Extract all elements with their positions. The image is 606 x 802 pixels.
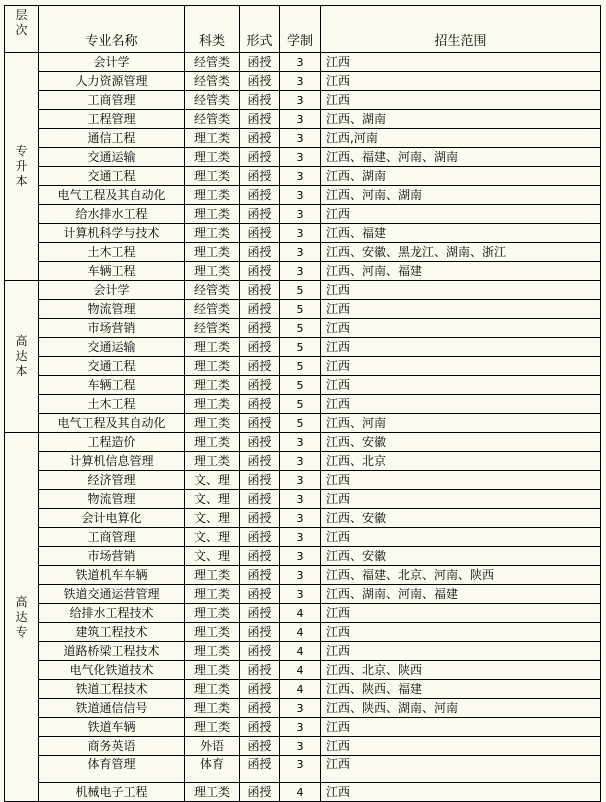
- category-cell: 理工类: [185, 433, 240, 452]
- category-cell: 理工类: [185, 661, 240, 680]
- region-cell: 江西: [321, 783, 601, 802]
- major-name-cell: 交通运输: [39, 338, 185, 357]
- region-cell: 江西、湖南: [321, 167, 601, 186]
- level-label: 专升本: [15, 144, 28, 188]
- table-row: [5, 604, 601, 623]
- region-cell: 江西、福建、北京、河南、陕西: [321, 566, 601, 585]
- level-label: 高达专: [15, 594, 28, 639]
- years-cell: 3: [280, 129, 321, 148]
- table-header-row: [5, 6, 601, 53]
- years-cell: 4: [280, 642, 321, 661]
- header-name: 专业名称: [39, 6, 185, 53]
- level-label: 高达本: [15, 334, 28, 378]
- years-cell: 3: [280, 186, 321, 205]
- form-cell: 函授: [240, 756, 280, 783]
- form-cell: 函授: [240, 642, 280, 661]
- category-cell: 文、理: [185, 528, 240, 547]
- table-row: [5, 338, 601, 357]
- major-name-cell: 铁道通信信号: [39, 699, 185, 718]
- category-cell: 理工类: [185, 186, 240, 205]
- region-cell: 江西、北京: [321, 452, 601, 471]
- table-row: [5, 509, 601, 528]
- table-row: [5, 623, 601, 642]
- region-cell: 江西: [321, 395, 601, 414]
- table-row: [5, 167, 601, 186]
- major-name-cell: 物流管理: [39, 490, 185, 509]
- region-cell: 江西: [321, 490, 601, 509]
- category-cell: 理工类: [185, 680, 240, 699]
- region-cell: 江西: [321, 737, 601, 756]
- years-cell: 5: [280, 376, 321, 395]
- region-cell: 江西: [321, 623, 601, 642]
- form-cell: 函授: [240, 585, 280, 604]
- major-name-cell: 土木工程: [39, 395, 185, 414]
- region-cell: 江西: [321, 376, 601, 395]
- category-cell: 理工类: [185, 642, 240, 661]
- region-cell: 江西、河南: [321, 414, 601, 433]
- category-cell: 理工类: [185, 585, 240, 604]
- table-row: [5, 53, 601, 72]
- category-cell: 理工类: [185, 395, 240, 414]
- form-cell: 函授: [240, 300, 280, 319]
- category-cell: 经管类: [185, 281, 240, 300]
- region-cell: 江西、安徽: [321, 433, 601, 452]
- major-name-cell: 土木工程: [39, 243, 185, 262]
- years-cell: 3: [280, 433, 321, 452]
- years-cell: 3: [280, 243, 321, 262]
- region-cell: 江西: [321, 300, 601, 319]
- major-name-cell: 通信工程: [39, 129, 185, 148]
- years-cell: 5: [280, 414, 321, 433]
- category-cell: 理工类: [185, 262, 240, 281]
- major-name-cell: 计算机信息管理: [39, 452, 185, 471]
- major-name-cell: 体育管理: [39, 756, 185, 783]
- table-row: [5, 129, 601, 148]
- category-cell: 经管类: [185, 91, 240, 110]
- category-cell: 文、理: [185, 509, 240, 528]
- major-name-cell: 铁道车辆: [39, 718, 185, 737]
- form-cell: 函授: [240, 395, 280, 414]
- table-row: [5, 661, 601, 680]
- table-row: [5, 756, 601, 783]
- table-row: [5, 243, 601, 262]
- years-cell: 3: [280, 91, 321, 110]
- years-cell: 3: [280, 205, 321, 224]
- form-cell: 函授: [240, 661, 280, 680]
- form-cell: 函授: [240, 471, 280, 490]
- table-row: [5, 262, 601, 281]
- region-cell: 江西、安徽: [321, 509, 601, 528]
- major-name-cell: 车辆工程: [39, 262, 185, 281]
- category-cell: 理工类: [185, 224, 240, 243]
- form-cell: 函授: [240, 414, 280, 433]
- major-name-cell: 工商管理: [39, 91, 185, 110]
- table-row: [5, 585, 601, 604]
- table-row: [5, 718, 601, 737]
- form-cell: 函授: [240, 338, 280, 357]
- form-cell: 函授: [240, 509, 280, 528]
- form-cell: 函授: [240, 566, 280, 585]
- region-cell: 江西、福建: [321, 224, 601, 243]
- major-name-cell: 会计学: [39, 53, 185, 72]
- major-name-cell: 机械电子工程: [39, 783, 185, 802]
- major-name-cell: 车辆工程: [39, 376, 185, 395]
- table-row: [5, 186, 601, 205]
- category-cell: 文、理: [185, 490, 240, 509]
- major-name-cell: 交通工程: [39, 167, 185, 186]
- major-name-cell: 工程管理: [39, 110, 185, 129]
- table-row: [5, 148, 601, 167]
- years-cell: 3: [280, 167, 321, 186]
- major-name-cell: 道路桥梁工程技术: [39, 642, 185, 661]
- region-cell: 江西: [321, 604, 601, 623]
- table-body: [5, 53, 601, 802]
- region-cell: 江西: [321, 205, 601, 224]
- table-row: [5, 395, 601, 414]
- years-cell: 4: [280, 604, 321, 623]
- category-cell: 理工类: [185, 566, 240, 585]
- header-form: 形式: [240, 6, 280, 53]
- years-cell: 5: [280, 338, 321, 357]
- table-row: [5, 528, 601, 547]
- years-cell: 3: [280, 72, 321, 91]
- table-row: [5, 547, 601, 566]
- form-cell: 函授: [240, 699, 280, 718]
- years-cell: 3: [280, 585, 321, 604]
- region-cell: 江西: [321, 53, 601, 72]
- form-cell: 函授: [240, 53, 280, 72]
- major-name-cell: 铁道工程技术: [39, 680, 185, 699]
- category-cell: 理工类: [185, 623, 240, 642]
- category-cell: 理工类: [185, 167, 240, 186]
- years-cell: 3: [280, 224, 321, 243]
- table-row: [5, 642, 601, 661]
- table-row: [5, 433, 601, 452]
- years-cell: 3: [280, 53, 321, 72]
- table-row: [5, 357, 601, 376]
- category-cell: 理工类: [185, 148, 240, 167]
- years-cell: 3: [280, 148, 321, 167]
- level-cell: [5, 53, 39, 281]
- region-cell: 江西、湖南、河南、福建: [321, 585, 601, 604]
- table-row: [5, 72, 601, 91]
- form-cell: 函授: [240, 623, 280, 642]
- form-cell: 函授: [240, 281, 280, 300]
- form-cell: 函授: [240, 72, 280, 91]
- table-row: [5, 471, 601, 490]
- category-cell: 理工类: [185, 452, 240, 471]
- category-cell: 经管类: [185, 110, 240, 129]
- form-cell: 函授: [240, 433, 280, 452]
- region-cell: 江西: [321, 357, 601, 376]
- major-name-cell: 交通工程: [39, 357, 185, 376]
- major-name-cell: 建筑工程技术: [39, 623, 185, 642]
- years-cell: 3: [280, 262, 321, 281]
- table-row: [5, 205, 601, 224]
- category-cell: 经管类: [185, 53, 240, 72]
- years-cell: 4: [280, 661, 321, 680]
- region-cell: 江西: [321, 471, 601, 490]
- major-name-cell: 会计学: [39, 281, 185, 300]
- form-cell: 函授: [240, 148, 280, 167]
- years-cell: 3: [280, 490, 321, 509]
- region-cell: 江西: [321, 91, 601, 110]
- major-name-cell: 交通运输: [39, 148, 185, 167]
- region-cell: 江西: [321, 319, 601, 338]
- form-cell: 函授: [240, 718, 280, 737]
- years-cell: 3: [280, 737, 321, 756]
- years-cell: 5: [280, 300, 321, 319]
- years-cell: 3: [280, 699, 321, 718]
- major-name-cell: 给水排水工程: [39, 205, 185, 224]
- form-cell: 函授: [240, 91, 280, 110]
- major-name-cell: 市场营销: [39, 547, 185, 566]
- table-row: [5, 452, 601, 471]
- years-cell: 5: [280, 357, 321, 376]
- form-cell: 函授: [240, 452, 280, 471]
- region-cell: 江西: [321, 338, 601, 357]
- region-cell: 江西: [321, 72, 601, 91]
- category-cell: 理工类: [185, 338, 240, 357]
- region-cell: 江西: [321, 756, 601, 783]
- region-cell: 江西、陕西、福建: [321, 680, 601, 699]
- region-cell: 江西、北京、陕西: [321, 661, 601, 680]
- region-cell: 江西、河南、福建: [321, 262, 601, 281]
- region-cell: 江西、安徽: [321, 547, 601, 566]
- major-name-cell: 铁道机车车辆: [39, 566, 185, 585]
- form-cell: 函授: [240, 490, 280, 509]
- major-name-cell: 铁道交通运营管理: [39, 585, 185, 604]
- table-row: [5, 783, 601, 802]
- major-name-cell: 商务英语: [39, 737, 185, 756]
- years-cell: 3: [280, 718, 321, 737]
- table-row: [5, 281, 601, 300]
- table-row: [5, 110, 601, 129]
- form-cell: 函授: [240, 604, 280, 623]
- major-name-cell: 工程造价: [39, 433, 185, 452]
- years-cell: 3: [280, 509, 321, 528]
- header-years: 学制: [280, 6, 321, 53]
- years-cell: 4: [280, 623, 321, 642]
- table-row: [5, 224, 601, 243]
- years-cell: 5: [280, 319, 321, 338]
- major-name-cell: 给排水工程技术: [39, 604, 185, 623]
- table-row: [5, 566, 601, 585]
- form-cell: 函授: [240, 528, 280, 547]
- years-cell: 3: [280, 452, 321, 471]
- region-cell: 江西: [321, 528, 601, 547]
- major-name-cell: 电气工程及其自动化: [39, 414, 185, 433]
- table-row: [5, 300, 601, 319]
- category-cell: 理工类: [185, 604, 240, 623]
- years-cell: 3: [280, 528, 321, 547]
- region-cell: 江西: [321, 642, 601, 661]
- form-cell: 函授: [240, 110, 280, 129]
- category-cell: 理工类: [185, 783, 240, 802]
- table-row: [5, 699, 601, 718]
- category-cell: 理工类: [185, 376, 240, 395]
- table-row: [5, 319, 601, 338]
- years-cell: 3: [280, 566, 321, 585]
- category-cell: 体育: [185, 756, 240, 783]
- category-cell: 经管类: [185, 319, 240, 338]
- major-name-cell: 会计电算化: [39, 509, 185, 528]
- form-cell: 函授: [240, 243, 280, 262]
- category-cell: 理工类: [185, 243, 240, 262]
- years-cell: 5: [280, 395, 321, 414]
- form-cell: 函授: [240, 262, 280, 281]
- form-cell: 函授: [240, 783, 280, 802]
- category-cell: 经管类: [185, 72, 240, 91]
- region-cell: 江西,河南: [321, 129, 601, 148]
- years-cell: 5: [280, 281, 321, 300]
- form-cell: 函授: [240, 376, 280, 395]
- table-row: [5, 490, 601, 509]
- major-name-cell: 计算机科学与技术: [39, 224, 185, 243]
- years-cell: 4: [280, 783, 321, 802]
- form-cell: 函授: [240, 680, 280, 699]
- major-name-cell: 人力资源管理: [39, 72, 185, 91]
- region-cell: 江西、河南、湖南: [321, 186, 601, 205]
- region-cell: 江西: [321, 281, 601, 300]
- form-cell: 函授: [240, 167, 280, 186]
- region-cell: 江西: [321, 718, 601, 737]
- category-cell: 理工类: [185, 205, 240, 224]
- years-cell: 3: [280, 471, 321, 490]
- level-cell: [5, 281, 39, 433]
- form-cell: 函授: [240, 547, 280, 566]
- category-cell: 经管类: [185, 300, 240, 319]
- form-cell: 函授: [240, 205, 280, 224]
- form-cell: 函授: [240, 129, 280, 148]
- table-row: [5, 376, 601, 395]
- enrollment-table: [4, 5, 601, 802]
- table-row: [5, 91, 601, 110]
- region-cell: 江西、陕西、湖南、河南: [321, 699, 601, 718]
- region-cell: 江西、福建、河南、湖南: [321, 148, 601, 167]
- category-cell: 理工类: [185, 699, 240, 718]
- header-region: 招生范围: [321, 6, 601, 53]
- years-cell: 3: [280, 756, 321, 783]
- category-cell: 理工类: [185, 414, 240, 433]
- table-row: [5, 680, 601, 699]
- years-cell: 4: [280, 680, 321, 699]
- major-name-cell: 市场营销: [39, 319, 185, 338]
- category-cell: 理工类: [185, 357, 240, 376]
- category-cell: 理工类: [185, 129, 240, 148]
- category-cell: 外语: [185, 737, 240, 756]
- major-name-cell: 物流管理: [39, 300, 185, 319]
- header-category: 科类: [185, 6, 240, 53]
- years-cell: 3: [280, 547, 321, 566]
- form-cell: 函授: [240, 186, 280, 205]
- region-cell: 江西、湖南: [321, 110, 601, 129]
- form-cell: 函授: [240, 319, 280, 338]
- major-name-cell: 经济管理: [39, 471, 185, 490]
- header-level: 层次: [5, 6, 39, 53]
- region-cell: 江西、安徽、黑龙江、湖南、浙江: [321, 243, 601, 262]
- form-cell: 函授: [240, 357, 280, 376]
- level-cell: [5, 433, 39, 802]
- category-cell: 文、理: [185, 547, 240, 566]
- years-cell: 3: [280, 110, 321, 129]
- major-name-cell: 工商管理: [39, 528, 185, 547]
- form-cell: 函授: [240, 224, 280, 243]
- category-cell: 理工类: [185, 718, 240, 737]
- major-name-cell: 电气工程及其自动化: [39, 186, 185, 205]
- form-cell: 函授: [240, 737, 280, 756]
- category-cell: 文、理: [185, 471, 240, 490]
- table-row: [5, 737, 601, 756]
- major-name-cell: 电气化铁道技术: [39, 661, 185, 680]
- table-row: [5, 414, 601, 433]
